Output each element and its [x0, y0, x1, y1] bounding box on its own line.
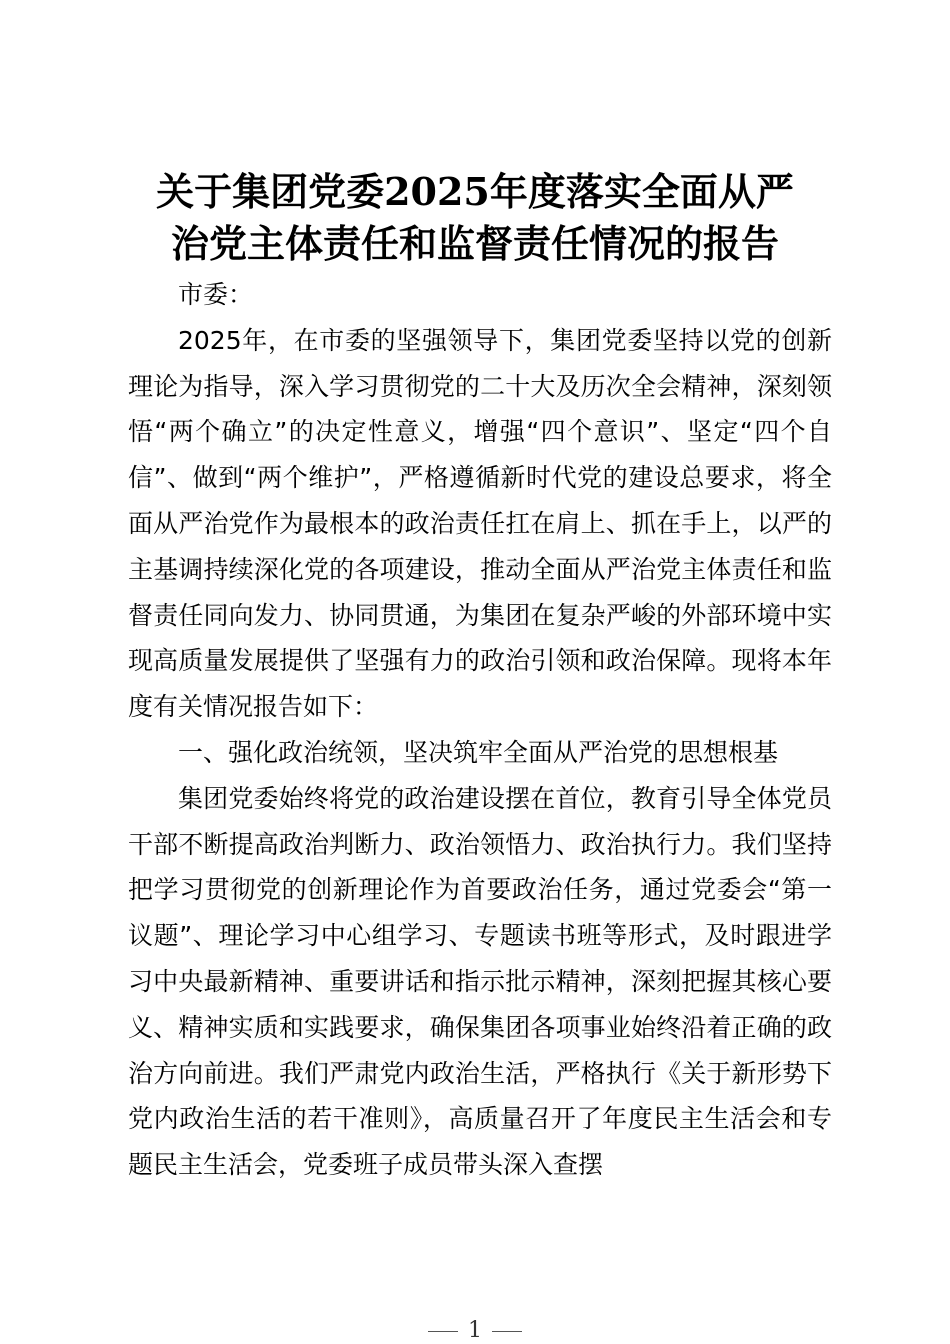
footer-dash-left	[428, 1331, 458, 1332]
footer-dash-right	[492, 1331, 522, 1332]
salutation: 市委：	[178, 280, 254, 309]
intro-paragraph: 2025年，在市委的坚强领导下，集团党委坚持以党的创新理论为指导，深入学习贯彻党的二十大及历次全会精神，深刻领悟“两个确立”的决定性意义，增强“四个意识”、坚定“四个自信”、做到“两个维护”，严格遵循新时代党的建设总要求，将全面从严治党作为最根本的政治责任扛在肩上、抓在手上，以严的主基调持续深化党的各项建设，推动全面从严治党主体责任和监督责任同向发力、协同贯通，为集团在复杂严峻的外部环境中实现高质量发展提供了坚强有力的政治引领和政治保障。现将本年度有关情况报告如下：	[128, 325, 832, 722]
section-1-paragraph: 集团党委始终将党的政治建设摆在首位，教育引导全体党员干部不断提高政治判断力、政治领悟力、政治执行力。我们坚持把学习贯彻党的创新理论作为首要政治任务，通过党委会“第一议题”、理论学习中心组学习、专题读书班等形式，及时跟进学习中央最新精神、重要讲话和指示批示精神，深刻把握其核心要义、精神实质和实践要求，确保集团各项事业始终沿着正确的政治方向前进。我们严肃党内政治生活，严格执行《关于新形势下党内政治生活的若干准则》，高质量召开了年度民主生活会和专题民主生活会，党委班子成员带头深入查摆	[128, 783, 832, 1180]
page-footer	[0, 1318, 950, 1344]
document-body	[128, 272, 832, 1188]
document-title-line-1: 关于集团党委2025年度落实全面从严	[156, 169, 794, 214]
document-title-line-2: 治党主体责任和监督责任情况的报告	[170, 221, 779, 266]
section-1-heading: 一、强化政治统领，坚决筑牢全面从严治党的思想根基	[178, 737, 779, 767]
page-number: 1	[468, 1318, 482, 1343]
